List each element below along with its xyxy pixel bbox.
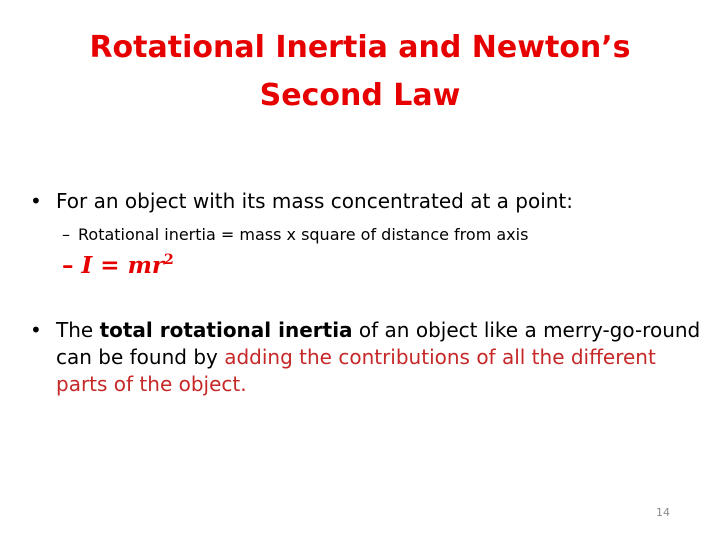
bullet-1 bbox=[30, 188, 573, 214]
bullet-marker: • bbox=[30, 189, 42, 213]
bullet-2-highlight: adding the contributions of all the different parts of the object. bbox=[56, 345, 656, 396]
formula-rhs: mr bbox=[127, 252, 165, 279]
formula-equals: = bbox=[92, 252, 128, 279]
page-number: 14 bbox=[656, 506, 670, 519]
formula-lhs: I bbox=[81, 252, 93, 279]
bullet-2-bold: total rotational inertia bbox=[99, 318, 353, 342]
bullet-1-text: For an object with its mass concentrated at a point: bbox=[56, 189, 574, 213]
sub-bullet-1-text: Rotational inertia = mass x square of distance from axis bbox=[78, 225, 529, 244]
bullet-2-pre: The bbox=[56, 318, 100, 342]
bullet-2-text bbox=[56, 317, 702, 398]
formula-marker: – bbox=[62, 252, 74, 279]
sub-bullet-marker: – bbox=[62, 225, 70, 244]
bullet-marker: • bbox=[30, 318, 42, 342]
bullet-2-mid: of an object like a merry-go-round can be found by bbox=[56, 318, 701, 369]
slide-title-line-2: Second Law bbox=[259, 78, 461, 113]
slide-title bbox=[40, 24, 680, 120]
bullet-2 bbox=[30, 317, 702, 398]
slide-title-line-1: Rotational Inertia and Newton’s bbox=[89, 30, 631, 65]
sub-bullet-1 bbox=[62, 224, 528, 246]
formula-exponent: 2 bbox=[164, 252, 174, 268]
formula bbox=[62, 250, 174, 282]
